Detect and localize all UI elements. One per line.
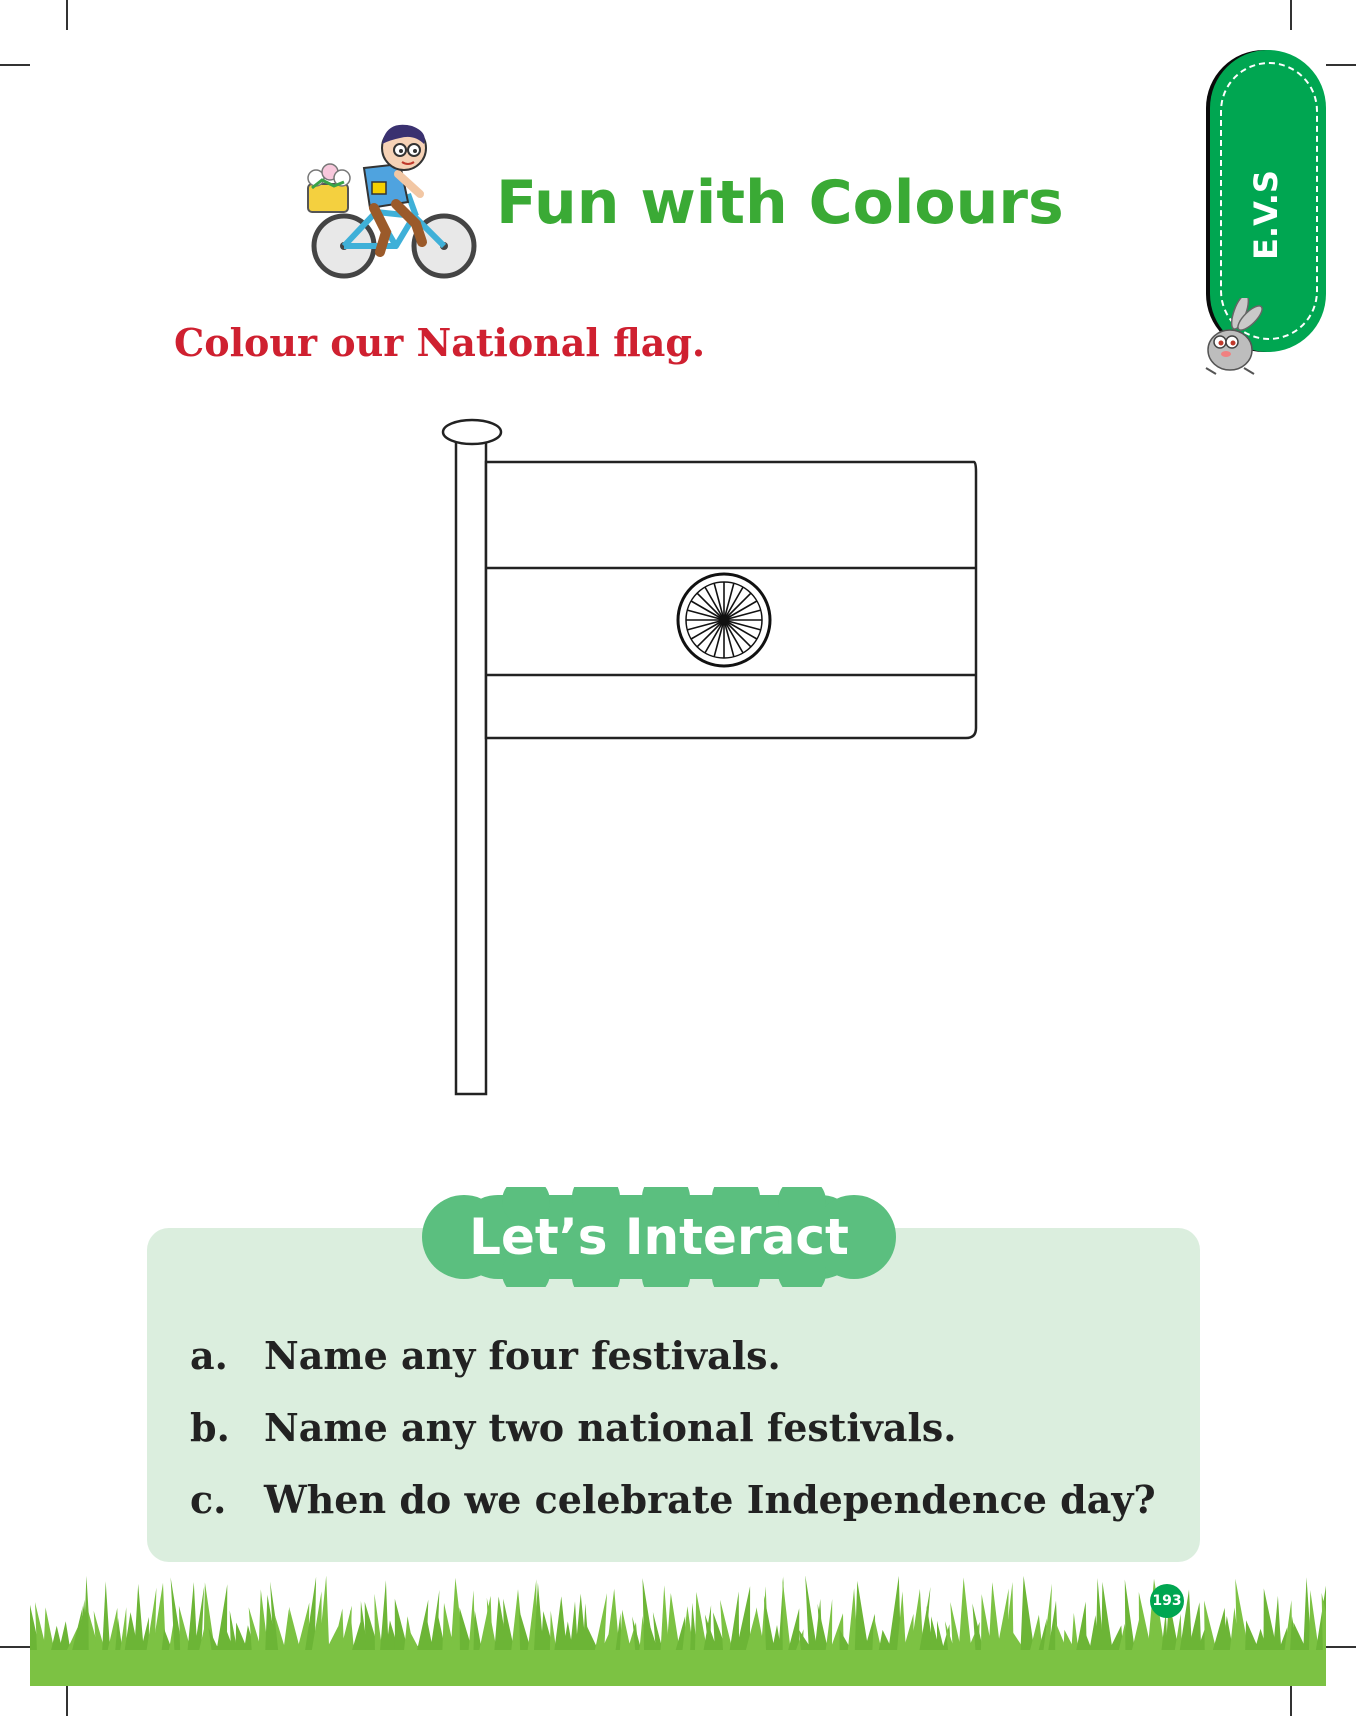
subject-tab-text: E.V.S [1247,170,1286,260]
crop-mark-left-bottom [0,1646,30,1648]
grass-blade [59,1621,70,1650]
grass-strip-icon [30,1576,1326,1686]
crop-mark-right-bottom [1326,1646,1356,1648]
grass-blade [805,1576,817,1650]
question-text: When do we celebrate Independence day? [264,1477,1156,1522]
grass-blade [380,1580,389,1650]
grass-blade [1101,1582,1112,1650]
boy-on-bicycle-icon [304,124,484,284]
crop-mark-top-right [1290,0,1292,30]
grass-blade [289,1607,300,1650]
question-letter: c. [190,1477,227,1522]
grass-blade [937,1621,944,1650]
page-title: Fun with Colours [496,168,1064,238]
activity-instruction: Colour our National flag. [174,320,706,365]
grass-blade [102,1581,110,1650]
interact-heading: Let’s Interact [469,1208,849,1266]
grass-blade [188,1582,198,1650]
flag-outline [436,412,986,1112]
rabbit-mascot-icon [1196,298,1266,382]
crop-mark-left-top [0,64,30,66]
grass-blade [1125,1579,1135,1650]
grass-blade [1071,1613,1078,1650]
grass-blade [1021,1576,1035,1650]
question-letter: a. [190,1333,228,1378]
question-item [190,1405,957,1450]
grass-blade [1204,1601,1216,1651]
grass-blade [959,1578,972,1651]
question-letter: b. [190,1405,230,1450]
grass-blade [855,1581,869,1650]
grass-blade [134,1584,144,1650]
page-number: 193 [1150,1584,1184,1618]
grass-blade [730,1592,739,1651]
grass-blade [474,1611,482,1650]
question-text: Name any four festivals. [264,1333,781,1378]
grass-blade [826,1599,833,1650]
grass-blade [620,1610,631,1650]
question-item [190,1333,781,1378]
crop-mark-bottom-left [66,1686,68,1716]
crop-mark-bottom-right [1290,1686,1292,1716]
grass-blade [120,1607,126,1650]
grass-blade [989,1582,1001,1650]
crop-mark-right-top [1326,64,1356,66]
crop-mark-top-left [66,0,68,30]
ashoka-chakra-icon [678,574,770,666]
grass-blade [667,1593,680,1650]
grass-blade [595,1593,607,1650]
question-item [190,1477,1156,1522]
grass-blade [1273,1596,1281,1650]
grass-blade [788,1608,799,1650]
grass-blade [783,1578,791,1650]
question-text: Name any two national festivals. [264,1405,957,1450]
subject-tab-label [1226,170,1306,260]
